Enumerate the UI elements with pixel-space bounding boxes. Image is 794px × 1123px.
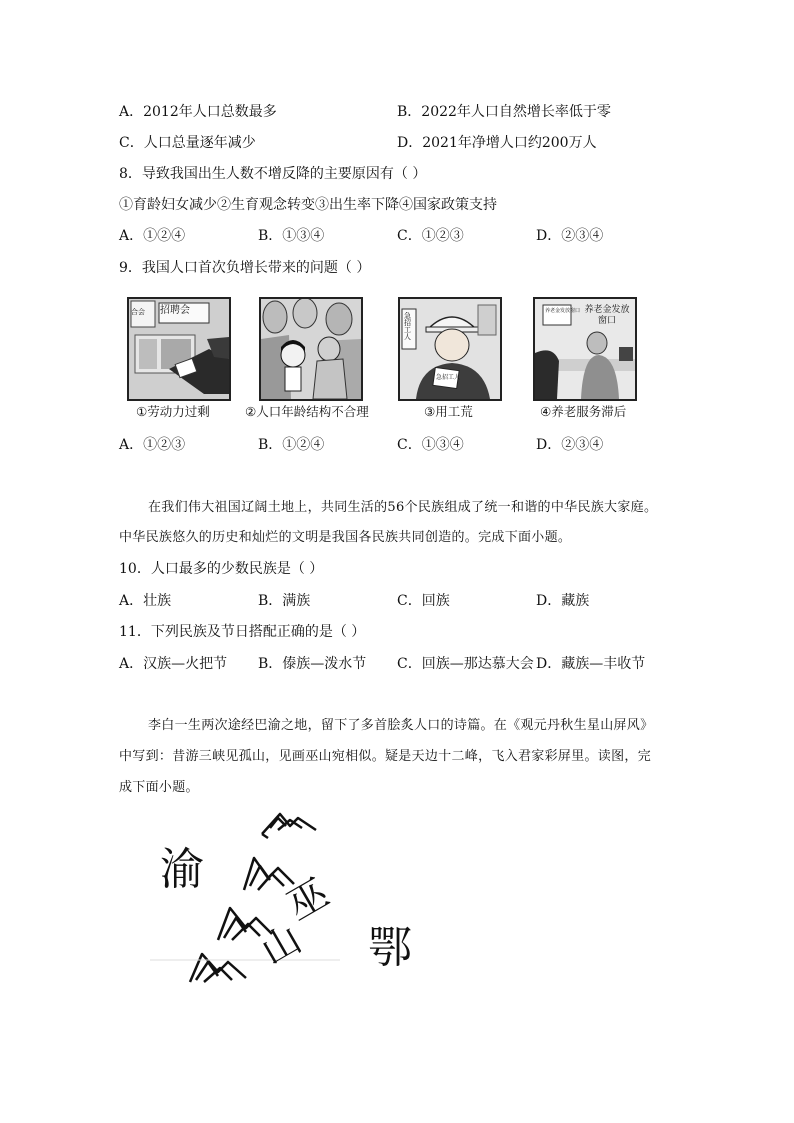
q10-option-a: A．壮族 (119, 593, 172, 609)
q9-option-b: B．①②④ (258, 437, 325, 453)
q9-option-c: C．①③④ (397, 437, 464, 453)
q8-option-a: A．①②④ (119, 228, 186, 244)
cartoon-1-sign-left: 合会 (131, 308, 145, 316)
passage-1-line-2: 中华民族悠久的历史和灿烂的文明是我国各民族共同创造的。完成下面小题。 (119, 530, 572, 545)
cartoon-elderly-care (533, 297, 637, 401)
cartoon-aging-population (259, 297, 363, 401)
passage-1-line-1: 在我们伟大祖国辽阔土地上，共同生活的56个民族组成了统一和谐的中华民族大家庭。 (148, 500, 658, 515)
cartoon-3-caption: ③用工荒 (424, 404, 473, 419)
q10-option-b: B．满族 (258, 593, 311, 609)
q10-option-c: C．回族 (397, 593, 450, 609)
sketch-map (150, 800, 450, 1000)
map-label-e: 鄂 (368, 922, 412, 973)
q7-option-d: D．2021年净增人口约200万人 (397, 135, 597, 151)
q11-stem: 11．下列民族及节日搭配正确的是（ ） (119, 624, 366, 640)
q9-stem: 9．我国人口首次负增长带来的问题（ ） (119, 260, 371, 276)
cartoon-labor-shortage (398, 297, 502, 401)
passage-2-line-3: 成下面小题。 (119, 780, 199, 795)
q8-option-c: C．①②③ (397, 228, 464, 244)
cartoon-3-sign: 急招工人 (436, 374, 461, 381)
passage-2-line-2: 中写到：昔游三峡见孤山，见画巫山宛相似。疑是天边十二峰，飞入君家彩屏里。读图，完 (119, 749, 652, 764)
q9-option-d: D．②③④ (536, 437, 604, 453)
q10-option-d: D．藏族 (536, 593, 590, 609)
cartoon-4-caption: ④养老服务滞后 (540, 404, 627, 419)
map-label-yu: 渝 (160, 844, 204, 895)
cartoon-labor-surplus (127, 297, 231, 401)
q11-option-b: B．傣族—泼水节 (258, 656, 367, 672)
q8-option-d: D．②③④ (536, 228, 604, 244)
cartoon-3-side-sign: 急招工人 (404, 312, 411, 341)
cartoon-2-caption: ②人口年龄结构不合理 (245, 404, 369, 419)
cartoon-1-caption: ①劳动力过剩 (136, 404, 210, 419)
q11-option-d: D．藏族—丰收节 (536, 656, 646, 672)
q7-option-c: C．人口总量逐年减少 (119, 135, 256, 151)
q7-option-b: B．2022年人口自然增长率低于零 (397, 104, 611, 120)
q7-option-a: A．2012年人口总数最多 (119, 104, 277, 120)
q11-option-c: C．回族—那达慕大会 (397, 656, 534, 672)
cartoon-1-sign: 招聘会 (160, 305, 190, 316)
q11-option-a: A．汉族—火把节 (119, 656, 228, 672)
map-label-wu: 巫 (279, 870, 337, 930)
q8-stem: 8．导致我国出生人数不增反降的主要原因有（ ） (119, 166, 427, 182)
cartoon-4-board: 养老金发放窗口 (545, 308, 581, 314)
map-label-shan: 山 (253, 916, 309, 974)
cartoon-4-sign: 养老金发放窗口 (584, 305, 630, 326)
q10-stem: 10．人口最多的少数民族是（ ） (119, 561, 324, 577)
q9-option-a: A．①②③ (119, 437, 186, 453)
passage-2-line-1: 李白一生两次途经巴渝之地，留下了多首脍炙人口的诗篇。在《观元丹秋生星山屏风》 (148, 718, 654, 733)
q8-option-b: B．①③④ (258, 228, 325, 244)
q8-items: ①育龄妇女减少②生育观念转变③出生率下降④国家政策支持 (119, 197, 497, 213)
